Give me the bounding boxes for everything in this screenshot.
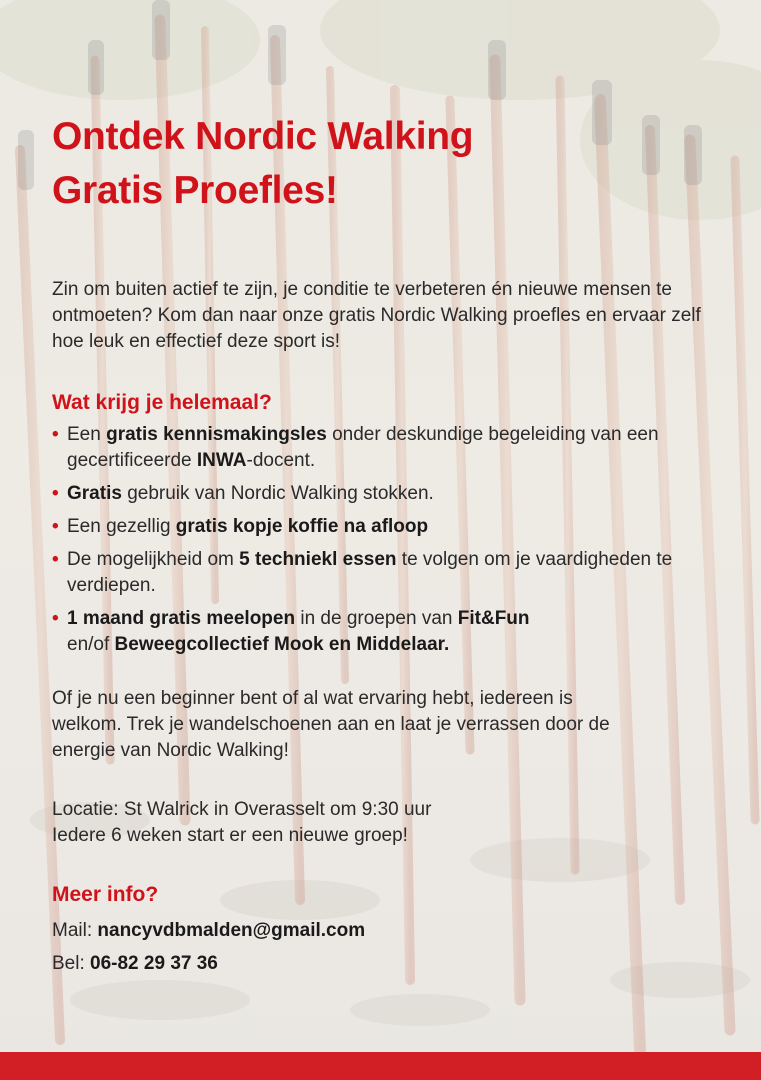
phone-link[interactable]: 06-82 29 37 36: [90, 953, 218, 974]
benefits-heading: Wat krijg je helemaal?: [52, 391, 272, 414]
list-item: • De mogelijkheid om 5 techniekl essen te volgen om je vaardigheden te verdiepen.: [52, 549, 673, 596]
list-item: • Gratis gebruik van Nordic Walking stokken.: [52, 481, 712, 507]
headline-line-2: Gratis Proefles!: [52, 169, 338, 212]
footer-bar: [0, 1052, 761, 1080]
closing-paragraph: Of je nu een beginner bent of al wat ervaring hebt, iedereen is welkom. Trek je wandelschoenen aan en laat je verrassen door de energie van Nordic Walking!: [52, 688, 610, 761]
location-paragraph: Locatie: St Walrick in Overasselt om 9:30 uur Iedere 6 weken start er een nieuwe groep!: [52, 799, 432, 846]
list-item: • Een gezellig gratis kopje koffie na afloop: [52, 514, 712, 540]
info-heading: Meer info?: [52, 883, 159, 906]
headline-line-1: Ontdek Nordic Walking: [52, 115, 474, 158]
bullet-dot: •: [52, 516, 59, 537]
bullet-dot: •: [52, 608, 59, 629]
intro-paragraph: Zin om buiten actief te zijn, je conditie te verbeteren én nieuwe mensen te ontmoeten? Kom dan naar onze gratis Nordic Walking proefles en ervaar zelf hoe leuk en effectief deze sport is!: [52, 279, 701, 352]
list-item: • 1 maand gratis meelopen in de groepen van Fit&Fun en/of Beweegcollectief Mook en Middelaar.: [52, 608, 530, 655]
list-item: • Een gratis kennismakingsles onder deskundige begeleiding van een gecertificeerde INWA-docent.: [52, 424, 659, 471]
mail-link[interactable]: nancyvdbmalden@gmail.com: [97, 920, 366, 941]
benefits-list: [52, 422, 712, 665]
bullet-dot: •: [52, 549, 59, 570]
bullet-dot: •: [52, 483, 59, 504]
headline: [52, 110, 473, 218]
bullet-dot: •: [52, 424, 59, 445]
contact-mail: Mail: nancyvdbmalden@gmail.com: [52, 920, 366, 941]
contact-phone: Bel: 06-82 29 37 36: [52, 953, 218, 974]
